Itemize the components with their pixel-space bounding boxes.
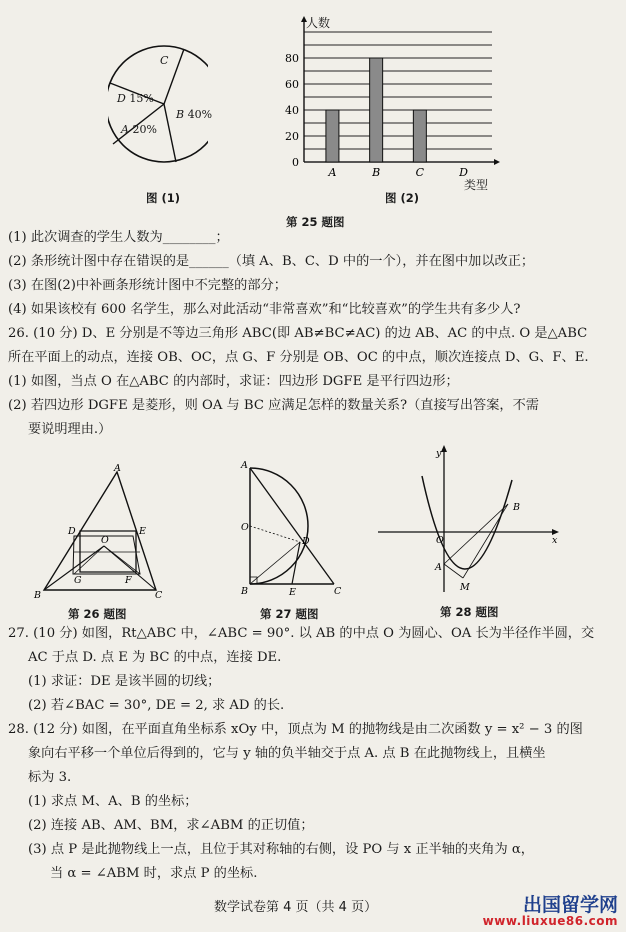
svg-text:E: E [289,587,296,598]
bar-c [413,110,426,162]
svg-text:G: G [74,575,82,586]
bar-xlabel: 类型 [464,178,489,192]
q28-line-5: (2) 连接 AB、AM、BM，求∠ABM 的正切值； [28,818,314,833]
bar-y-tick-label: 0 [292,156,299,169]
svg-text:O: O [436,535,444,546]
bar-x-axis-arrow [494,159,500,165]
q27-line-1: 27. (10 分) 如图，Rt△ABC 中，∠ABC = 90°. 以 AB 的中点 O 为圆心、OA 长为半径作半圆，交 [8,626,595,641]
fig25-caption: 第 25 题图 [286,215,345,229]
figure-27 [238,460,348,600]
pie-title: 图 (1) [146,191,181,205]
pie-label-d [117,92,154,105]
q26-line-4: (2) 若四边形 DGFE 是菱形，则 OA 与 BC 应满足怎样的数量关系?（直接写出答案，不需 [8,398,539,413]
bar-y-tick-label: 40 [285,104,299,117]
bar-category-label: A [328,166,337,179]
q26-line-2: 所在平面上的动点，连接 OB、OC，点 G、F 分别是 OB、OC 的中点，顺次连接点 D、G、F、E. [8,350,589,365]
q28-line-2: 象向右平移一个单位后得到的，它与 y 轴的负半轴交于点 A. 点 B 在此抛物线上，且横坐 [28,746,546,761]
svg-text:F: F [125,575,132,586]
fig28-caption: 第 28 题图 [440,605,499,619]
q26-line-5: 要说明理由.） [28,422,112,437]
q28-line-7: 当 α = ∠ABM 时，求点 P 的坐标. [50,866,258,881]
bar-y-tick-label: 60 [285,78,299,91]
pie-label-a-letter: A [121,123,129,136]
q25-line-3: (3) 在图(2)中补画条形统计图中不完整的部分； [8,278,287,293]
svg-text:A: A [114,463,121,474]
watermark-logo-text: 出国留学网 [522,894,618,916]
q28-line-1: 28. (12 分) 如图，在平面直角坐标系 xOy 中，顶点为 M 的抛物线是由二次函数 y = x² − 3 的图 [8,722,583,737]
svg-text:O: O [101,535,109,546]
pie-label-b [176,108,212,121]
q25-line-4: (4) 如果该校有 600 名学生，那么对此活动“非常喜欢”和“比较喜欢”的学生共有多少人? [8,302,521,317]
pie-divider [164,104,176,162]
svg-text:D: D [302,536,310,547]
fig26-caption: 第 26 题图 [68,607,127,621]
svg-text:A: A [435,562,442,573]
pie-label-b-letter: B [176,108,185,121]
bar-a [326,110,339,162]
q27-line-3: (1) 求证：DE 是该半圆的切线； [28,674,221,689]
svg-text:B: B [513,502,520,513]
svg-text:B: B [241,586,248,597]
svg-text:x: x [552,535,558,546]
bar-y-tick-label: 80 [285,52,299,65]
bar-category-label: D [459,166,468,179]
bar-b [370,58,383,162]
bar-title: 图 (2) [385,191,420,205]
pie-label-a [121,123,157,136]
pie-label-b-pct: 40% [187,108,213,121]
pie-label-d-pct: 15% [129,92,154,105]
fig27-caption: 第 27 题图 [260,607,319,621]
q25-line-1: (1) 此次调查的学生人数为________； [8,230,229,245]
watermark-url: www.liuxue86.com [482,914,618,928]
figure-28 [374,440,564,600]
bar-category-label: C [415,166,425,179]
q28-line-3: 标为 3. [28,770,72,785]
pie-label-c: C [160,54,169,67]
q27-line-4: (2) 若∠BAC = 30°, DE = 2, 求 AD 的长. [28,698,285,713]
q26-line-1: 26. (10 分) D、E 分别是不等边三角形 ABC(即 AB≠BC≠AC) 的边 AB、AC 的中点. O 是△ABC [8,326,588,341]
svg-text:O: O [241,522,249,533]
svg-text:B: B [34,590,41,601]
q27-line-2: AC 于点 D. 点 E 为 BC 的中点，连接 DE. [28,650,282,665]
svg-text:C: C [155,590,163,601]
bar-ylabel: 人数 [306,16,331,30]
bar-category-label: B [372,166,381,179]
svg-text:M: M [460,582,470,593]
svg-text:E: E [139,526,146,537]
svg-text:C: C [334,586,342,597]
svg-text:y: y [436,448,442,459]
q28-line-6: (3) 点 P 是此抛物线上一点，且位于其对称轴的右侧，设 PO 与 x 正半轴的夹角为 α， [28,842,534,857]
q28-line-4: (1) 求点 M、A、B 的坐标； [28,794,198,809]
bar-y-tick-label: 20 [285,130,299,143]
pie-label-d-letter: D [117,92,126,105]
figure-26 [30,462,170,602]
pie-label-a-pct: 20% [132,123,157,136]
page-footer: 数学试卷第 4 页（共 4 页） [214,900,378,915]
svg-text:D: D [68,526,76,537]
q25-line-2: (2) 条形统计图中存在错误的是______（填 A、B、C、D 中的一个），并在图中加以改正； [8,254,535,269]
q26-line-3: (1) 如图，当点 O 在△ABC 的内部时，求证：四边形 DGFE 是平行四边形； [8,374,459,389]
svg-text:A: A [241,460,248,471]
